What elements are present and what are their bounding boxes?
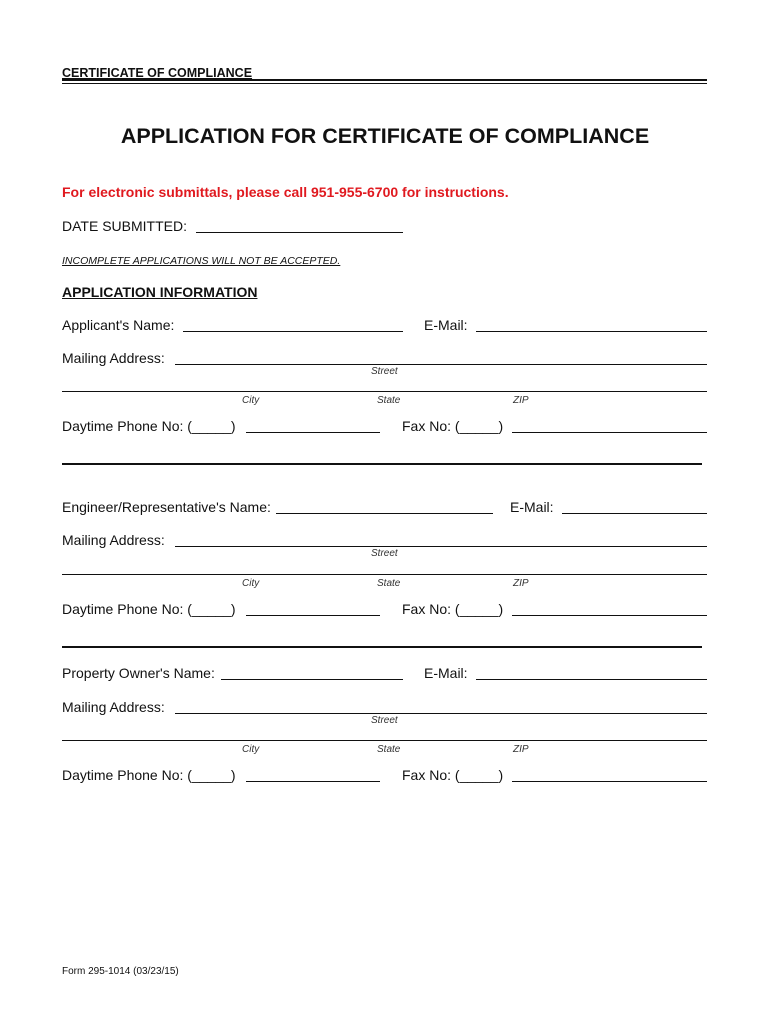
owner-city-caption: City (242, 744, 260, 755)
date-submitted-label: DATE SUBMITTED: (62, 218, 187, 234)
owner-email-field[interactable] (476, 679, 707, 680)
engineer-zip-caption: ZIP (513, 578, 529, 589)
applicant-street-caption: Street (371, 366, 398, 377)
applicant-state-caption: State (377, 395, 401, 406)
engineer-phone-field[interactable] (246, 615, 380, 616)
applicant-name-label: Applicant's Name: (62, 317, 175, 333)
owner-name-label: Property Owner's Name: (62, 665, 215, 681)
applicant-zip-caption: ZIP (513, 395, 529, 406)
engineer-city-caption: City (242, 578, 260, 589)
applicant-email-label: E-Mail: (424, 317, 468, 333)
owner-fax-field[interactable] (512, 781, 707, 782)
engineer-name-label: Engineer/Representative's Name: (62, 499, 271, 515)
engineer-fax-field[interactable] (512, 615, 707, 616)
owner-street-field[interactable] (175, 713, 707, 714)
owner-zip-caption: ZIP (513, 744, 529, 755)
owner-phone-field[interactable] (246, 781, 380, 782)
owner-phone-label: Daytime Phone No: (_____) (62, 767, 236, 783)
form-number: Form 295-1014 (03/23/15) (62, 966, 179, 977)
applicant-phone-label: Daytime Phone No: (_____) (62, 418, 236, 434)
owner-email-label: E-Mail: (424, 665, 468, 681)
date-submitted-field[interactable] (196, 232, 403, 233)
header-rule (62, 79, 707, 81)
engineer-name-field[interactable] (276, 513, 493, 514)
engineer-city-state-zip-field[interactable] (62, 574, 707, 575)
engineer-state-caption: State (377, 578, 401, 589)
page-title: APPLICATION FOR CERTIFICATE OF COMPLIANCE (120, 124, 650, 148)
owner-fax-label: Fax No: (_____) (402, 767, 504, 783)
engineer-email-field[interactable] (562, 513, 707, 514)
applicant-phone-field[interactable] (246, 432, 380, 433)
header-label: CERTIFICATE OF COMPLIANCE (62, 66, 253, 80)
applicant-email-field[interactable] (476, 331, 707, 332)
engineer-street-caption: Street (371, 548, 398, 559)
owner-state-caption: State (377, 744, 401, 755)
applicant-fax-label: Fax No: (_____) (402, 418, 504, 434)
engineer-street-field[interactable] (175, 546, 707, 547)
applicant-street-field[interactable] (175, 364, 707, 365)
section-divider (62, 646, 702, 648)
applicant-city-state-zip-field[interactable] (62, 391, 707, 392)
engineer-phone-label: Daytime Phone No: (_____) (62, 601, 236, 617)
engineer-mailing-label: Mailing Address: (62, 532, 165, 548)
electronic-submittal-notice: For electronic submittals, please call 951-955-6700 for instructions. (62, 184, 509, 200)
engineer-fax-label: Fax No: (_____) (402, 601, 504, 617)
section-title: APPLICATION INFORMATION (62, 284, 258, 300)
applicant-fax-field[interactable] (512, 432, 707, 433)
section-divider (62, 463, 702, 465)
applicant-mailing-label: Mailing Address: (62, 350, 165, 366)
header-rule-thin (62, 83, 707, 84)
applicant-name-field[interactable] (183, 331, 403, 332)
owner-name-field[interactable] (221, 679, 403, 680)
owner-mailing-label: Mailing Address: (62, 699, 165, 715)
incomplete-notice: INCOMPLETE APPLICATIONS WILL NOT BE ACCEPTED. (62, 255, 341, 267)
engineer-email-label: E-Mail: (510, 499, 554, 515)
applicant-city-caption: City (242, 395, 260, 406)
owner-city-state-zip-field[interactable] (62, 740, 707, 741)
owner-street-caption: Street (371, 715, 398, 726)
